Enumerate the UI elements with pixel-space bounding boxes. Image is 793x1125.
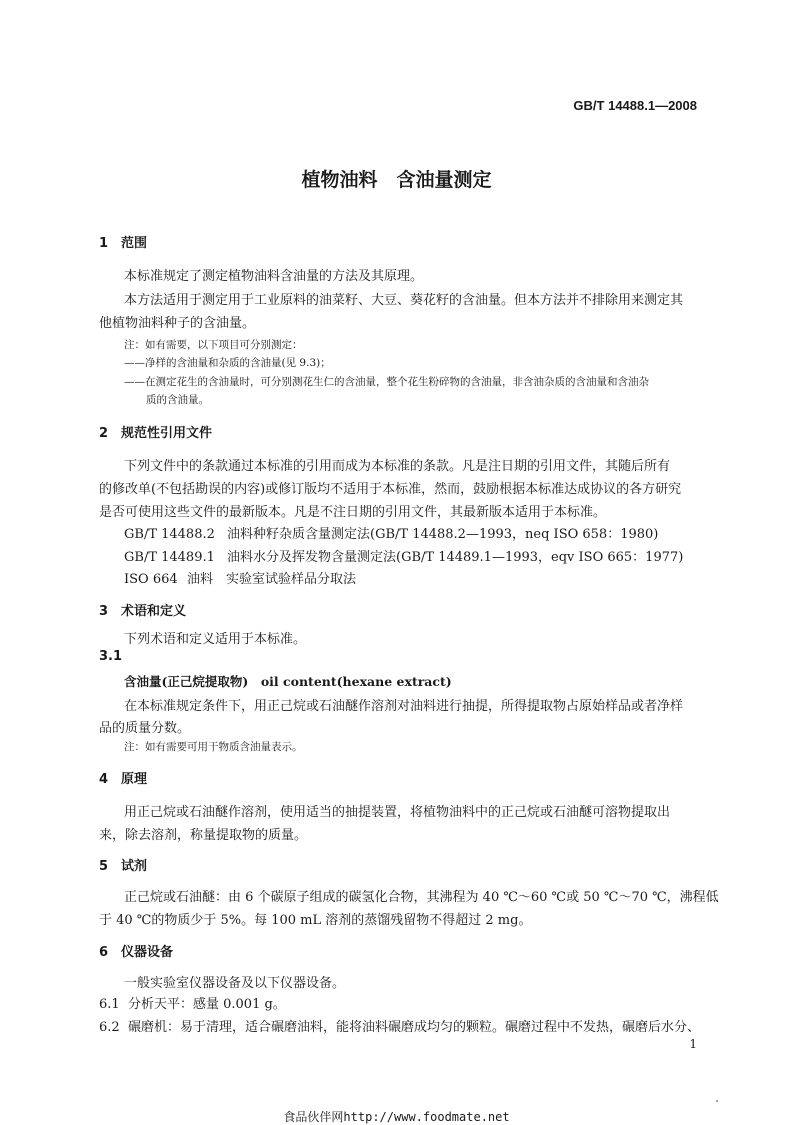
paragraph: 用正己烷或石油醚作溶剂，使用适当的抽提装置，将植物油料中的正己烷或石油醚可溶物提取出 — [124, 805, 671, 820]
section-5-heading — [99, 855, 147, 874]
paragraph: 他植物油料种子的含油量。 — [99, 316, 256, 331]
paragraph: 一般实验室仪器设备及以下仪器设备。 — [124, 976, 346, 991]
footer-watermark — [0, 1108, 793, 1125]
reference-item — [124, 523, 658, 542]
document-title: 植物油料 含油量测定 — [301, 169, 492, 191]
paragraph: 下列术语和定义适用于本标准。 — [124, 632, 307, 647]
paragraph: 本方法适用于测定用于工业原料的油菜籽、大豆、葵花籽的含油量。但本方法并不排除用来测定其 — [124, 293, 684, 308]
section-3-heading — [99, 600, 186, 619]
section-1-heading — [99, 232, 147, 251]
section-number: 4 — [99, 772, 109, 787]
definition: 在本标准规定条件下，用正己烷或石油醚作溶剂对油料进行抽提，所得提取物占原始样品或者净样 — [124, 699, 684, 714]
paragraph: 下列文件中的条款通过本标准的引用而成为本标准的条款。凡是注日期的引用文件，其随后所有 — [124, 459, 671, 474]
note-item: ——净样的含油量和杂质的含油量(见 9.3)； — [124, 357, 331, 369]
section-2-heading — [99, 422, 212, 441]
reference-code: ISO 664 — [124, 572, 178, 587]
note: 注：如有需要，以下项目可分别测定： — [124, 339, 303, 351]
list-item — [99, 993, 286, 1012]
definition: 品的质量分数。 — [99, 721, 191, 736]
paragraph: 来，除去溶剂，称量提取物的质量。 — [99, 828, 308, 843]
note-item: 质的含油量。 — [146, 394, 209, 406]
footer-site-name: 食品伙伴网 — [283, 1110, 344, 1124]
note: 注：如有需要可用干物质含油量表示。 — [124, 741, 303, 753]
item-number: 6.1 — [99, 997, 120, 1012]
reference-title: 油料水分及挥发物含量测定法(GB/T 14489.1—1993，eqv ISO 665：1977) — [227, 550, 684, 565]
section-number: 6 — [99, 945, 109, 960]
paragraph: 是否可使用这些文件的最新版本。凡是不注日期的引用文件，其最新版本适用于本标准。 — [99, 505, 607, 520]
reference-item — [124, 568, 356, 587]
section-4-heading — [99, 768, 147, 787]
scan-speck — [716, 1100, 718, 1102]
paragraph: 本标准规定了测定植物油料含油量的方法及其原理。 — [124, 269, 424, 284]
section-title: 试剂 — [121, 859, 148, 874]
item-text: 分析天平：感量 0.001 g。 — [128, 997, 286, 1012]
term-heading: 含油量(正己烷提取物) oil content(hexane extract) — [124, 674, 452, 689]
paragraph: 的修改单(不包括勘误的内容)或修订版均不适用于本标准，然而，鼓励根据本标准达成协议的各方研究 — [99, 482, 682, 497]
reference-title: 油料种籽杂质含量测定法(GB/T 14488.2—1993，neq ISO 658：1980) — [227, 527, 659, 542]
footer-url: http://www.foodmate.net — [343, 1110, 510, 1124]
reference-title: 油料 实验室试验样品分取法 — [187, 572, 357, 587]
paragraph: 正己烷或石油醚：由 6 个碳原子组成的碳氢化合物，其沸程为 40 ℃～60 ℃或 50 ℃～70 ℃，沸程低 — [124, 890, 719, 905]
paragraph: 于 40 ℃的物质少于 5%。每 100 mL 溶剂的蒸馏残留物不得超过 2 mg。 — [99, 913, 532, 928]
section-6-heading — [99, 941, 173, 960]
section-title: 规范性引用文件 — [121, 426, 213, 441]
section-title: 仪器设备 — [121, 945, 174, 960]
reference-code: GB/T 14488.2 — [124, 527, 215, 542]
section-title: 术语和定义 — [121, 604, 187, 619]
item-text: 碾磨机：易于清理，适合碾磨油料，能将油料碾磨成均匀的颗粒。碾磨过程中不发热，碾磨后水分、 — [128, 1020, 701, 1035]
section-number: 5 — [99, 859, 109, 874]
note-item: ——在测定花生的含油量时，可分别测花生仁的含油量，整个花生粉碎物的含油量，非含油杂质的含油量和含油杂 — [124, 376, 649, 388]
reference-code: GB/T 14489.1 — [124, 550, 215, 565]
section-title: 原理 — [121, 772, 148, 787]
standard-code: GB/T 14488.1—2008 — [573, 98, 697, 113]
section-number: 1 — [99, 236, 109, 251]
subclause-number: 3.1 — [99, 649, 123, 664]
section-title: 范围 — [121, 236, 148, 251]
section-number: 3 — [99, 604, 109, 619]
section-number: 2 — [99, 426, 109, 441]
reference-item — [124, 546, 683, 565]
list-item — [99, 1016, 700, 1035]
page-number: 1 — [689, 1037, 697, 1051]
item-number: 6.2 — [99, 1020, 120, 1035]
